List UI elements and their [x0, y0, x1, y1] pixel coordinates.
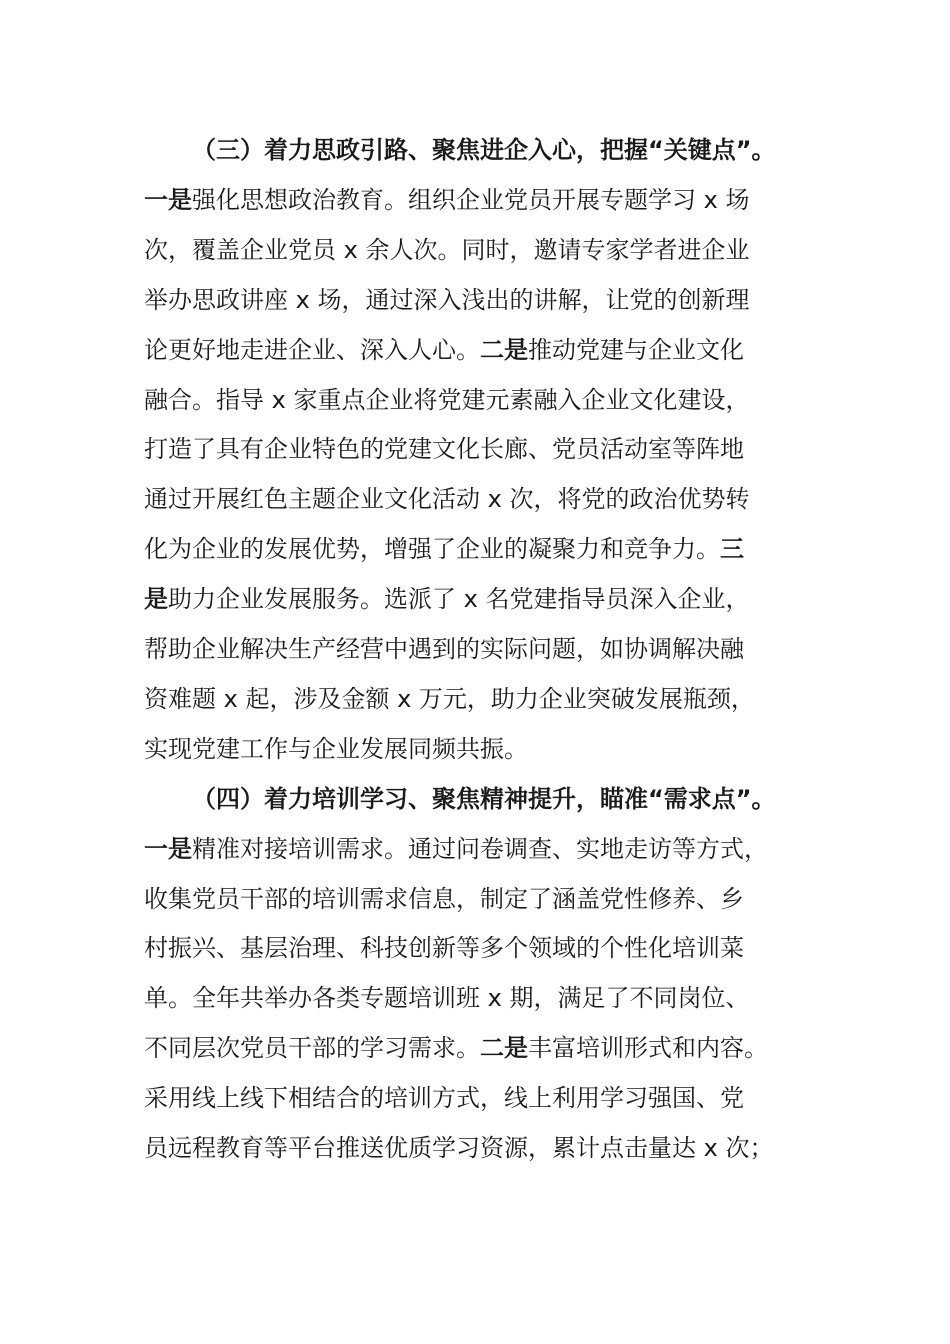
line-text: 化为企业的发展优势，增强了企业的凝聚力和竞争力。 — [144, 535, 720, 563]
line-text: 丰富培训形式和内容。 — [528, 1034, 768, 1062]
paragraph-line — [144, 225, 749, 275]
line-text: 收集党员干部的培训需求信息，制定了涵盖党性修养、乡 — [144, 885, 744, 913]
line-text: 单。全年共举办各类专题培训班 x 期，满足了不同岗位、 — [144, 984, 750, 1012]
line-text: 实现党建工作与企业发展同频共振。 — [144, 735, 528, 763]
point-marker: 一是 — [144, 186, 192, 214]
paragraph-line — [144, 824, 768, 874]
line-text: 精准对接培训需求。通过问卷调查、实地走访等方式， — [192, 835, 768, 863]
line-text: 员远程教育等平台推送优质学习资源，累计点击量达 x 次； — [144, 1134, 774, 1162]
paragraph-line — [144, 524, 744, 574]
paragraph-line — [144, 1123, 773, 1173]
line-text: 举办思政讲座 x 场，通过深入浅出的讲解，让党的创新理 — [144, 286, 750, 314]
line-text: 论更好地走进企业、深入人心。 — [144, 336, 480, 364]
paragraph-line — [144, 424, 744, 474]
line-text: 推动党建与企业文化 — [528, 336, 744, 364]
paragraph-line — [144, 923, 744, 973]
line-text: 不同层次党员干部的学习需求。 — [144, 1034, 480, 1062]
paragraph-line — [144, 1023, 768, 1073]
line-text: 通过开展红色主题企业文化活动 x 次，将党的政治优势转 — [144, 485, 750, 513]
point-marker: 二是 — [480, 336, 528, 364]
paragraph-line — [144, 674, 755, 724]
paragraph-line — [144, 1073, 744, 1123]
line-text: 融合。指导 x 家重点企业将党建元素融入企业文化建设， — [144, 386, 750, 414]
line-text: 助力企业发展服务。选派了 x 名党建指导员深入企业， — [168, 585, 750, 613]
line-text: 资难题 x 起，涉及金额 x 万元，助力企业突破发展瓶颈， — [144, 685, 755, 713]
point-marker: 是 — [144, 585, 168, 613]
paragraph-line — [144, 874, 744, 924]
section-heading: （四）着力培训学习、聚焦精神提升，瞄准“需求点”。 — [192, 785, 776, 813]
section-heading: （三）着力思政引路、聚焦进企入心，把握“关键点”。 — [192, 136, 776, 164]
paragraph-line — [144, 574, 749, 624]
paragraph-line — [144, 175, 749, 225]
paragraph-line — [144, 275, 749, 325]
paragraph-line — [144, 375, 749, 425]
point-marker: 三 — [720, 535, 744, 563]
point-marker: 一是 — [144, 835, 192, 863]
paragraph-line — [144, 325, 744, 375]
line-text: 帮助企业解决生产经营中遇到的实际问题，如协调解决融 — [144, 635, 744, 663]
line-text: 采用线上线下相结合的培训方式，线上利用学习强国、党 — [144, 1084, 744, 1112]
line-text: 次，覆盖企业党员 x 余人次。同时，邀请专家学者进企业 — [144, 236, 750, 264]
line-text: 村振兴、基层治理、科技创新等多个领域的个性化培训菜 — [144, 934, 744, 962]
line-text: 打造了具有企业特色的党建文化长廊、党员活动室等阵地 — [144, 435, 744, 463]
paragraph-line — [144, 973, 749, 1023]
paragraph-line — [144, 724, 528, 774]
paragraph-line — [144, 474, 749, 524]
line-text: 强化思想政治教育。组织企业党员开展专题学习 x 场 — [192, 186, 750, 214]
paragraph-line — [144, 624, 744, 674]
point-marker: 二是 — [480, 1034, 528, 1062]
